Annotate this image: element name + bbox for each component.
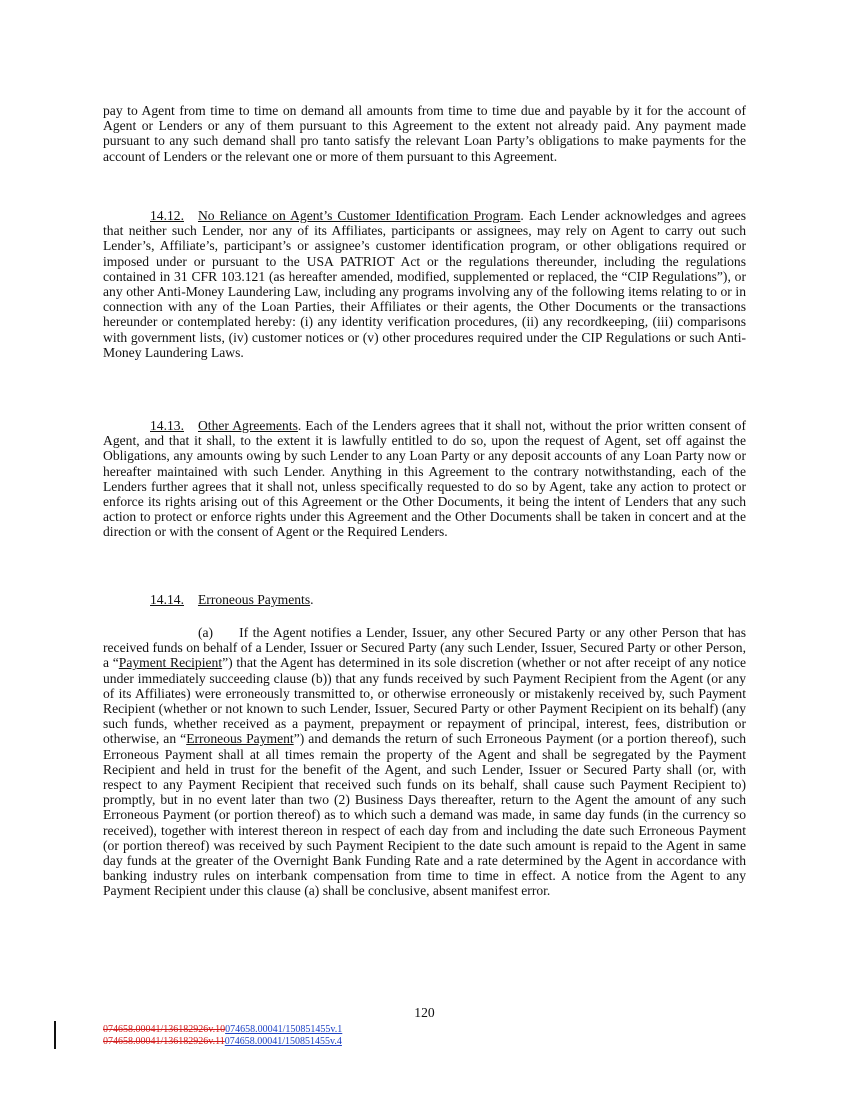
footer-line-1 bbox=[103, 1024, 342, 1036]
defined-term-erroneous-payment: Erroneous Payment bbox=[186, 731, 294, 747]
paragraph-text: pay to Agent from time to time on demand all amounts from time to time due and payable by it for the account of Agent or Lenders or any of them pursuant to this Agreement to the extent not already paid. Any payment made pursuant to any such demand shall pro tanto satisfy the relevant Loan Party’s obligations to make payments for the account of Lenders or the relevant one or more of them pursuant to this Agreement. bbox=[103, 103, 746, 164]
deleted-doc-id: 074658.00041/136182926v.10 bbox=[103, 1024, 226, 1035]
section-heading: Other Agreements bbox=[197, 418, 298, 433]
inserted-doc-id: 074658.00041/150851455v.4 bbox=[224, 1036, 342, 1047]
footer-line-2 bbox=[103, 1036, 342, 1048]
section-heading: No Reliance on Agent’s Customer Identification Program bbox=[197, 208, 521, 223]
section-body: . Each of the Lenders agrees that it shall not, without the prior written consent of Agent, and that it shall, to the extent it is lawfully entitled to do so, upon the request of Agent, set off against the Obligations, any amounts owing by such Lender to any Loan Party or any deposit accounts of any Loan Party now or hereafter maintained with such Lender. Anything in this Agreement to the contrary notwithstanding, each of the Lenders further agrees that it shall not, unless specifically requested to do so by Agent, take any action to protect or enforce its rights arising out of this Agreement or the Other Documents, it being the intent of Lenders that any such action to protect or enforce rights under this Agreement and the Other Documents shall be taken in concert and at the direction or with the consent of Agent or the Required Lenders. bbox=[103, 418, 746, 540]
paragraph-continuation bbox=[103, 103, 746, 164]
section-14-14 bbox=[103, 592, 746, 607]
section-number: 14.14. bbox=[150, 592, 184, 607]
clause-label: (a) bbox=[198, 625, 214, 640]
document-id-footer bbox=[103, 1024, 342, 1048]
section-heading-period: . bbox=[310, 592, 314, 607]
section-body: . Each Lender acknowledges and agrees that neither such Lender, nor any of its Affiliates, participants or assignees, may rely on Agent to carry out such Lender’s, Affiliate’s, participant’s or assignee’s customer identification program, or other obligations required or imposed under or pursuant to the USA PATRIOT Act or the regulations thereunder, including the regulations contained in 31 CFR 103.121 (as hereafter amended, modified, supplemented or replaced, the “CIP Regulations”), or any other Anti-Money Laundering Law, including any programs involving any of the following items relating to or in connection with any of the Loan Parties, their Affiliates or their agents, the Other Documents or the transactions hereunder or contemplated hereby: (i) any identity verification procedures, (ii) any recordkeeping, (iii) comparisons with government lists, (iv) customer notices or (v) other procedures required under the CIP Regulations or such Anti-Money Laundering Laws. bbox=[103, 208, 746, 360]
clause-text: ”) and demands the return of such Erroneous Payment (or a portion thereof), such Erroneous Payment shall at all times remain the property of the Agent and shall be segregated by the Payment Recipient and held in trust for the benefit of the Agent, and such Lender, Issuer or Secured Party shall (or, with respect to any Payment Recipient that received such funds on its behalf, shall cause such Payment Recipient to) promptly, but in no event later than two (2) Business Days thereafter, return to the Agent the amount of any such Erroneous Payment (or portion thereof) as to which such a demand was made, in same day funds (in the currency so received), together with interest thereon in respect of each day from and including the date such Erroneous Payment (or portion thereof) was received by such Payment Recipient to the date such amount is repaid to the Agent in same day funds at the greater of the Overnight Bank Funding Rate and a rate determined by the Agent in accordance with banking industry rules on interbank compensation from time to time in effect. A notice from the Agent to any Payment Recipient under this clause (a) shall be conclusive, absent manifest error. bbox=[103, 731, 746, 899]
clause-a bbox=[103, 625, 746, 899]
change-bar bbox=[54, 1021, 56, 1049]
section-heading: Erroneous Payments bbox=[197, 592, 311, 607]
section-14-12 bbox=[103, 208, 746, 360]
section-14-13 bbox=[103, 418, 746, 540]
clause-text: ”) that the Agent has determined in its sole discretion (whether or not after receipt of any notice under immediately succeeding clause (b)) that any funds received by such Payment Recipient from the Agent (or any of its Affiliates) were erroneously transmitted to, or otherwise erroneously or mistakenly received by, such Payment Recipient (whether or not known to such Lender, Issuer, Secured Party or other Payment Recipient on its behalf) (any such funds, whether received as a payment, prepayment or repayment of principal, interest, fees, distribution or otherwise, an “ bbox=[103, 655, 747, 747]
deleted-doc-id: 074658.00041/136182926v.11 bbox=[103, 1036, 225, 1047]
clause-text: If the Agent notifies a Lender, Issuer, any other Secured Party or any other Person that has received funds on behalf of a Lender, Issuer or Secured Party (any such Lender, Issuer, Secured Party or other Person, a “ bbox=[103, 625, 746, 671]
page-number: 120 bbox=[414, 1005, 435, 1020]
defined-term-payment-recipient: Payment Recipient bbox=[118, 655, 223, 671]
section-number: 14.13. bbox=[150, 418, 184, 433]
inserted-doc-id: 074658.00041/150851455v.1 bbox=[225, 1024, 343, 1035]
section-number: 14.12. bbox=[150, 208, 184, 223]
